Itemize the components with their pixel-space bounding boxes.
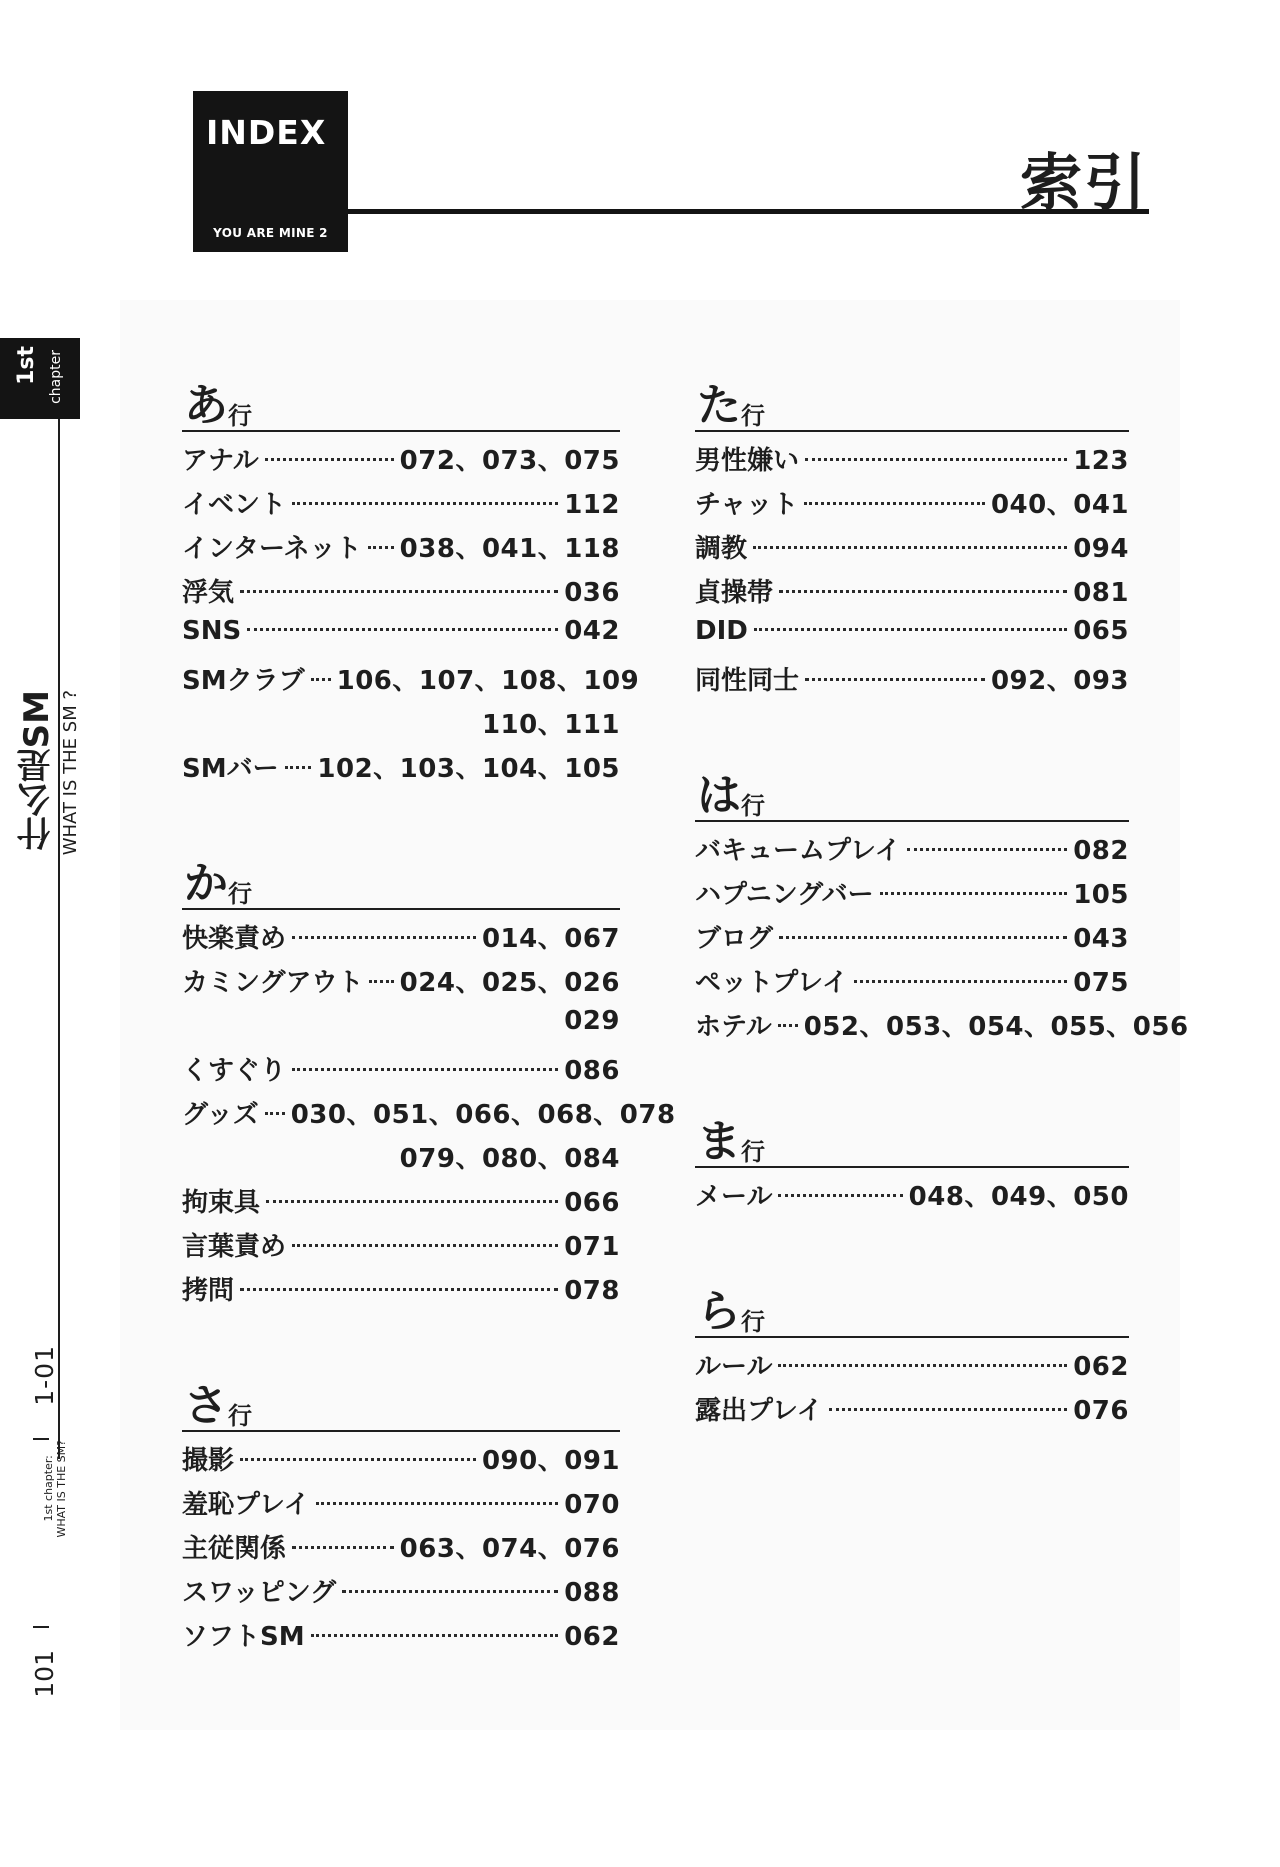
entry-pages: 066 <box>564 1188 620 1218</box>
entry-term: グッズ <box>182 1100 259 1130</box>
entry-term: チャット <box>695 490 799 520</box>
entry-term: カミングアウト <box>182 968 364 998</box>
entry-term: くすぐり <box>182 1056 287 1086</box>
section-suffix: 行 <box>741 792 765 820</box>
entry-pages: 065 <box>1073 616 1129 646</box>
entry-term: 浮気 <box>182 578 235 608</box>
index-section <box>182 1370 620 1660</box>
entry-term: 貞操帯 <box>695 578 774 608</box>
running-footer <box>42 1440 68 1538</box>
leader-dots <box>285 766 312 769</box>
section-heading <box>695 1276 1129 1338</box>
leader-dots <box>342 1590 558 1593</box>
leader-dots <box>292 1546 394 1549</box>
entry-term: ブログ <box>695 924 774 954</box>
entry-term: メール <box>695 1182 773 1212</box>
leader-dots <box>240 1288 558 1291</box>
leader-dots <box>753 546 1067 549</box>
section-kana: は <box>697 770 741 821</box>
entry-term: イベント <box>182 490 287 520</box>
entry-pages: 105 <box>1073 880 1129 910</box>
leader-dots <box>292 1244 558 1247</box>
entry-pages: 112 <box>564 490 620 520</box>
index-entry <box>695 1176 1129 1220</box>
book-label: YOU ARE MINE 2 <box>213 226 328 240</box>
entry-term: 拘束具 <box>182 1188 261 1218</box>
entry-term: SMバー <box>182 754 279 784</box>
entry-pages: 042 <box>564 616 620 646</box>
leader-dots <box>265 458 394 461</box>
index-entry <box>182 1528 620 1572</box>
leader-dots <box>779 590 1067 593</box>
index-entry <box>182 572 620 616</box>
section-heading <box>695 1106 1129 1168</box>
entry-term: 快楽責め <box>182 924 287 954</box>
entry-pages: 123 <box>1073 446 1129 476</box>
leader-dots <box>805 458 1067 461</box>
leader-dots <box>880 892 1068 895</box>
entry-term: ペットプレイ <box>695 968 848 998</box>
index-entry <box>182 1484 620 1528</box>
chapter-subtitle: WHAT IS THE SM ? <box>60 690 81 856</box>
section-heading <box>695 760 1129 822</box>
entry-term: バキュームプレイ <box>695 836 901 866</box>
entry-term: アナル <box>182 446 259 476</box>
leader-dots <box>754 628 1067 631</box>
entry-term: 羞恥プレイ <box>182 1490 310 1520</box>
index-entry <box>182 528 620 572</box>
entry-term: SNS <box>182 616 242 646</box>
chapter-number: 1st <box>14 346 39 385</box>
section-kana: た <box>697 380 741 431</box>
entry-pages: 048、049、050 <box>908 1182 1129 1212</box>
section-suffix: 行 <box>741 1308 765 1336</box>
entry-term: ハプニングバー <box>695 880 874 910</box>
section-suffix: 行 <box>741 402 765 430</box>
index-entry <box>182 1182 620 1226</box>
index-section <box>182 848 676 1314</box>
entry-term: 調教 <box>695 534 748 564</box>
chapter-tab <box>0 338 80 419</box>
chapter-word: chapter <box>48 350 64 404</box>
index-entry <box>695 440 1129 484</box>
entry-pages: 043 <box>1073 924 1129 954</box>
index-section <box>695 370 1129 704</box>
index-entry <box>182 1616 620 1660</box>
leader-dots <box>804 502 985 505</box>
entry-pages: 030、051、066、068、078 <box>290 1100 676 1130</box>
index-section <box>695 1106 1129 1220</box>
index-entry <box>182 962 620 1006</box>
index-entry <box>695 1390 1129 1434</box>
leader-dots <box>292 1068 558 1071</box>
entry-pages: 082 <box>1073 836 1129 866</box>
entry-pages: 092、093 <box>990 666 1129 696</box>
index-section <box>182 370 640 792</box>
leader-dots <box>265 1112 285 1115</box>
entry-pages: 014、067 <box>481 924 620 954</box>
section-kana: さ <box>184 1380 228 1431</box>
index-entry <box>182 484 620 528</box>
index-entry <box>695 1346 1129 1390</box>
page-separator <box>33 1626 49 1628</box>
index-entry <box>695 528 1129 572</box>
section-suffix: 行 <box>228 880 252 908</box>
entry-pages: 078 <box>564 1276 620 1306</box>
entry-pages: 076 <box>1073 1396 1129 1426</box>
entry-term: 撮影 <box>182 1446 235 1476</box>
index-section <box>695 1276 1129 1434</box>
leader-dots <box>778 1024 798 1027</box>
section-heading <box>695 370 1129 432</box>
index-entry <box>695 1006 1189 1050</box>
entry-pages: 024、025、026 <box>399 968 620 998</box>
index-entry <box>695 484 1129 528</box>
index-label: INDEX <box>206 113 327 152</box>
section-kana: か <box>184 858 228 909</box>
index-entry <box>695 572 1129 616</box>
entry-pages: 086 <box>564 1056 620 1086</box>
section-heading <box>182 848 620 910</box>
index-entry <box>182 440 620 484</box>
index-entry <box>695 660 1129 704</box>
entry-term: 男性嫌い <box>695 446 800 476</box>
page-number: 101 <box>30 1650 59 1698</box>
entry-pages: 062 <box>1073 1352 1129 1382</box>
entry-pages: 071 <box>564 1232 620 1262</box>
index-section <box>695 760 1189 1050</box>
index-entry <box>695 616 1129 660</box>
entry-term: 露出プレイ <box>695 1396 823 1426</box>
entry-pages: 063、074、076 <box>399 1534 620 1564</box>
section-heading <box>182 1370 620 1432</box>
section-suffix: 行 <box>741 1138 765 1166</box>
index-entry <box>182 616 620 660</box>
page-title: 索引 <box>1019 146 1148 219</box>
leader-dots <box>292 502 558 505</box>
index-entry <box>182 1270 620 1314</box>
entry-pages-continued: 079、080、084 <box>399 1144 620 1174</box>
entry-term: ソフトSM <box>182 1622 305 1652</box>
index-entry-continued <box>182 1138 620 1182</box>
index-entry-continued <box>182 1006 620 1050</box>
section-suffix: 行 <box>228 1402 252 1430</box>
entry-term: 主従関係 <box>182 1534 287 1564</box>
entry-term: 拷問 <box>182 1276 235 1306</box>
leader-dots <box>779 936 1067 939</box>
leader-dots <box>829 1408 1068 1411</box>
entry-pages-continued: 110、111 <box>481 710 620 740</box>
leader-dots <box>805 678 985 681</box>
entry-pages: 094 <box>1073 534 1129 564</box>
entry-pages: 102、103、104、105 <box>317 754 620 784</box>
index-entry <box>182 1440 620 1484</box>
section-heading <box>182 370 620 432</box>
footer-line-1: 1st chapter: <box>42 1455 55 1522</box>
index-entry <box>695 918 1129 962</box>
leader-dots <box>311 1634 559 1637</box>
index-column-right <box>695 370 1189 1490</box>
entry-pages: 040、041 <box>990 490 1129 520</box>
index-entry <box>182 1094 676 1138</box>
sidebar-divider <box>58 419 60 1459</box>
section-kana: ら <box>697 1286 741 1337</box>
entry-term: 言葉責め <box>182 1232 287 1262</box>
entry-pages: 052、053、054、055、056 <box>803 1012 1189 1042</box>
entry-term: 同性同士 <box>695 666 800 696</box>
entry-pages: 090、091 <box>481 1446 620 1476</box>
index-entry <box>182 660 640 704</box>
entry-term: ホテル <box>695 1012 772 1042</box>
leader-dots <box>266 1200 558 1203</box>
entry-pages: 088 <box>564 1578 620 1608</box>
leader-dots <box>854 980 1067 983</box>
index-entry <box>695 962 1129 1006</box>
entry-pages: 072、073、075 <box>399 446 620 476</box>
leader-dots <box>240 1458 476 1461</box>
leader-dots <box>316 1502 559 1505</box>
index-entry <box>182 918 620 962</box>
leader-dots <box>368 546 394 549</box>
section-suffix: 行 <box>228 402 252 430</box>
entry-pages: 038、041、118 <box>399 534 620 564</box>
leader-dots <box>778 1364 1067 1367</box>
entry-pages-continued: 029 <box>564 1006 620 1036</box>
leader-dots <box>240 590 558 593</box>
entry-pages: 036 <box>564 578 620 608</box>
leader-dots <box>311 678 331 681</box>
chapter-title: 什么是SM <box>17 690 57 851</box>
leader-dots <box>778 1194 902 1197</box>
section-kana: あ <box>184 380 228 431</box>
index-entry-continued <box>182 704 620 748</box>
index-entry <box>695 874 1129 918</box>
index-entry <box>182 1226 620 1270</box>
entry-pages: 070 <box>564 1490 620 1520</box>
leader-dots <box>907 848 1068 851</box>
leader-dots <box>292 936 476 939</box>
entry-term: SMクラブ <box>182 666 305 696</box>
entry-pages: 081 <box>1073 578 1129 608</box>
entry-pages: 075 <box>1073 968 1129 998</box>
entry-pages: 106、107、108、109 <box>336 666 640 696</box>
leader-dots <box>247 628 558 631</box>
index-badge <box>193 91 348 252</box>
entry-term: スワッピング <box>182 1578 337 1608</box>
leader-dots <box>369 980 393 983</box>
index-column-left <box>182 370 676 1716</box>
entry-term: インターネット <box>182 534 362 564</box>
section-kana: ま <box>697 1116 741 1167</box>
entry-term: ルール <box>695 1352 773 1382</box>
footer-line-2: WHAT IS THE SM? <box>55 1440 68 1538</box>
entry-pages: 062 <box>564 1622 620 1652</box>
index-entry <box>182 1572 620 1616</box>
index-entry <box>182 1050 620 1094</box>
entry-term: DID <box>695 616 748 646</box>
index-entry <box>695 830 1129 874</box>
index-entry <box>182 748 620 792</box>
section-code: 1-01 <box>30 1345 59 1406</box>
